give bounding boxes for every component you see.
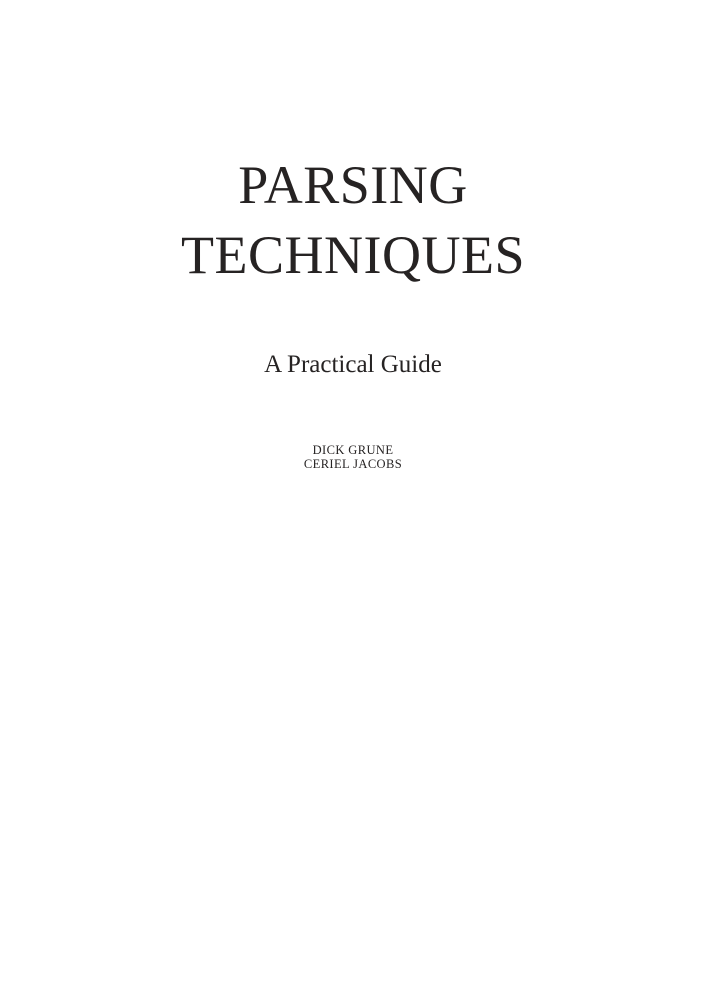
book-subtitle: A Practical Guide (264, 351, 442, 378)
book-title (0, 150, 706, 290)
book-title-line-2: TECHNIQUES (181, 225, 525, 285)
author-list (0, 443, 706, 471)
author-name-2: CERIEL JACOBS (303, 457, 403, 471)
book-title-line-1: PARSING (238, 155, 468, 215)
author-name-1: DICK GRUNE (312, 443, 394, 457)
